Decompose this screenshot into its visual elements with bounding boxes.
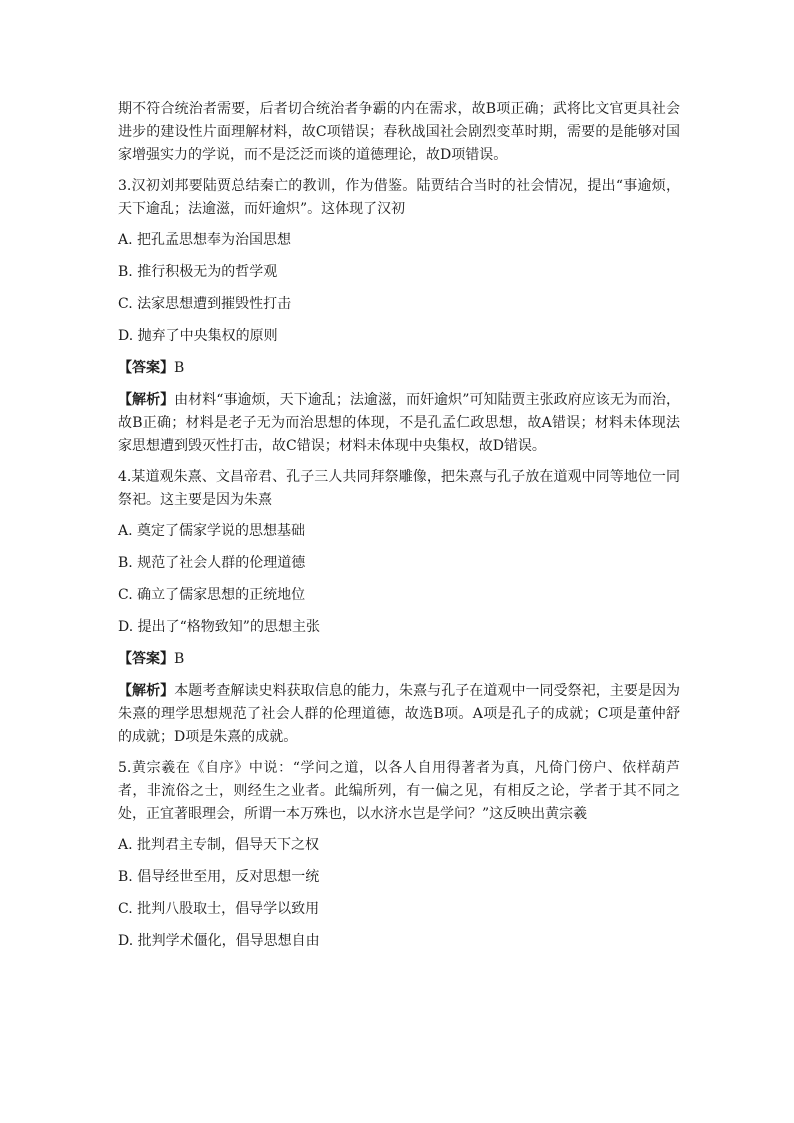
q5-option-d: D. 批判学术僵化，倡导思想自由: [118, 933, 320, 949]
q4-stem: 4.某道观朱熹、文昌帝君、孔子三人共同拜祭雕像，把朱熹与孔子放在道观中同等地位一同祭祀。这主要是因为朱熹: [118, 469, 680, 508]
q4-option-b: B. 规范了社会人群的伦理道德: [118, 555, 306, 571]
q4-option-c: C. 确立了儒家思想的正统地位: [118, 587, 306, 603]
question-3: [118, 175, 680, 458]
q3-option-a: A. 把孔孟思想奉为治国思想: [118, 232, 292, 248]
q4-answer-tag: 【答案】: [118, 651, 174, 667]
q3-analysis-tag: 【解析】: [118, 392, 175, 408]
q3-answer-tag: 【答案】: [118, 360, 174, 376]
q4-option-a: A. 奠定了儒家学说的思想基础: [118, 523, 306, 539]
q3-answer-value: B: [174, 360, 185, 376]
q4-answer-value: B: [174, 651, 185, 667]
q3-analysis: [118, 389, 680, 458]
q3-option-c: C. 法家思想遭到摧毁性打击: [118, 296, 292, 312]
q4-analysis: [118, 680, 680, 749]
q4-answer: [118, 648, 680, 671]
q5-option-b: B. 倡导经世至用，反对思想一统: [118, 869, 320, 885]
q3-stem: 3.汉初刘邦要陆贾总结秦亡的教训，作为借鉴。陆贾结合当时的社会情况，提出“事逾烦，天下逾乱；法逾滋，而奸逾炽”。这体现了汉初: [118, 178, 680, 217]
q5-option-a: A. 批判君主专制，倡导天下之权: [118, 837, 320, 853]
q5-option-c: C. 批判八股取士，倡导学以致用: [118, 901, 320, 917]
question-5: [118, 757, 680, 953]
q2-analysis-tail: 期不符合统治者需要，后者切合统治者争霸的内在需求，故B项正确；武将比文官更具社会进步的建设性片面理解材料，故C项错误；春秋战国社会剧烈变革时期，需要的是能够对国家增强实力的学说，而不是泛泛而谈的道德理论，故D项错误。: [118, 101, 680, 163]
document-page: [118, 98, 680, 962]
q4-analysis-tag: 【解析】: [118, 683, 175, 699]
q3-answer: [118, 357, 680, 380]
q5-stem: 5.黄宗羲在《自序》中说：“学问之道，以各人自用得著者为真，凡倚门傍户、依样葫芦者，非流俗之士，则经生之业者。此编所列，有一偏之见，有相反之论，学者于其不同之处，正宜著眼理会，所谓一本万殊也，以水济水岂是学问？”这反映出黄宗羲: [118, 760, 680, 822]
q4-option-d: D. 提出了“格物致知”的思想主张: [118, 619, 320, 635]
q3-option-d: D. 抛弃了中央集权的原则: [118, 328, 278, 344]
q4-analysis-text: 本题考查解读史料获取信息的能力，朱熹与孔子在道观中一同受祭祀，主要是因为朱熹的理学思想规范了社会人群的伦理道德，故选B项。A项是孔子的成就；C项是董仲舒的成就；D项是朱熹的成就。: [118, 683, 681, 745]
q3-option-b: B. 推行积极无为的哲学观: [118, 264, 278, 280]
q3-analysis-text: 由材料“事逾烦，天下逾乱；法逾滋，而奸逾炽”可知陆贾主张政府应该无为而治，故B正确；材料是老子无为而治思想的体现，不是孔孟仁政思想，故A错误；材料未体现法家思想遭到毁灭性打击，故C错误；材料未体现中央集权，故D错误。: [118, 392, 681, 454]
question-4: [118, 466, 680, 749]
